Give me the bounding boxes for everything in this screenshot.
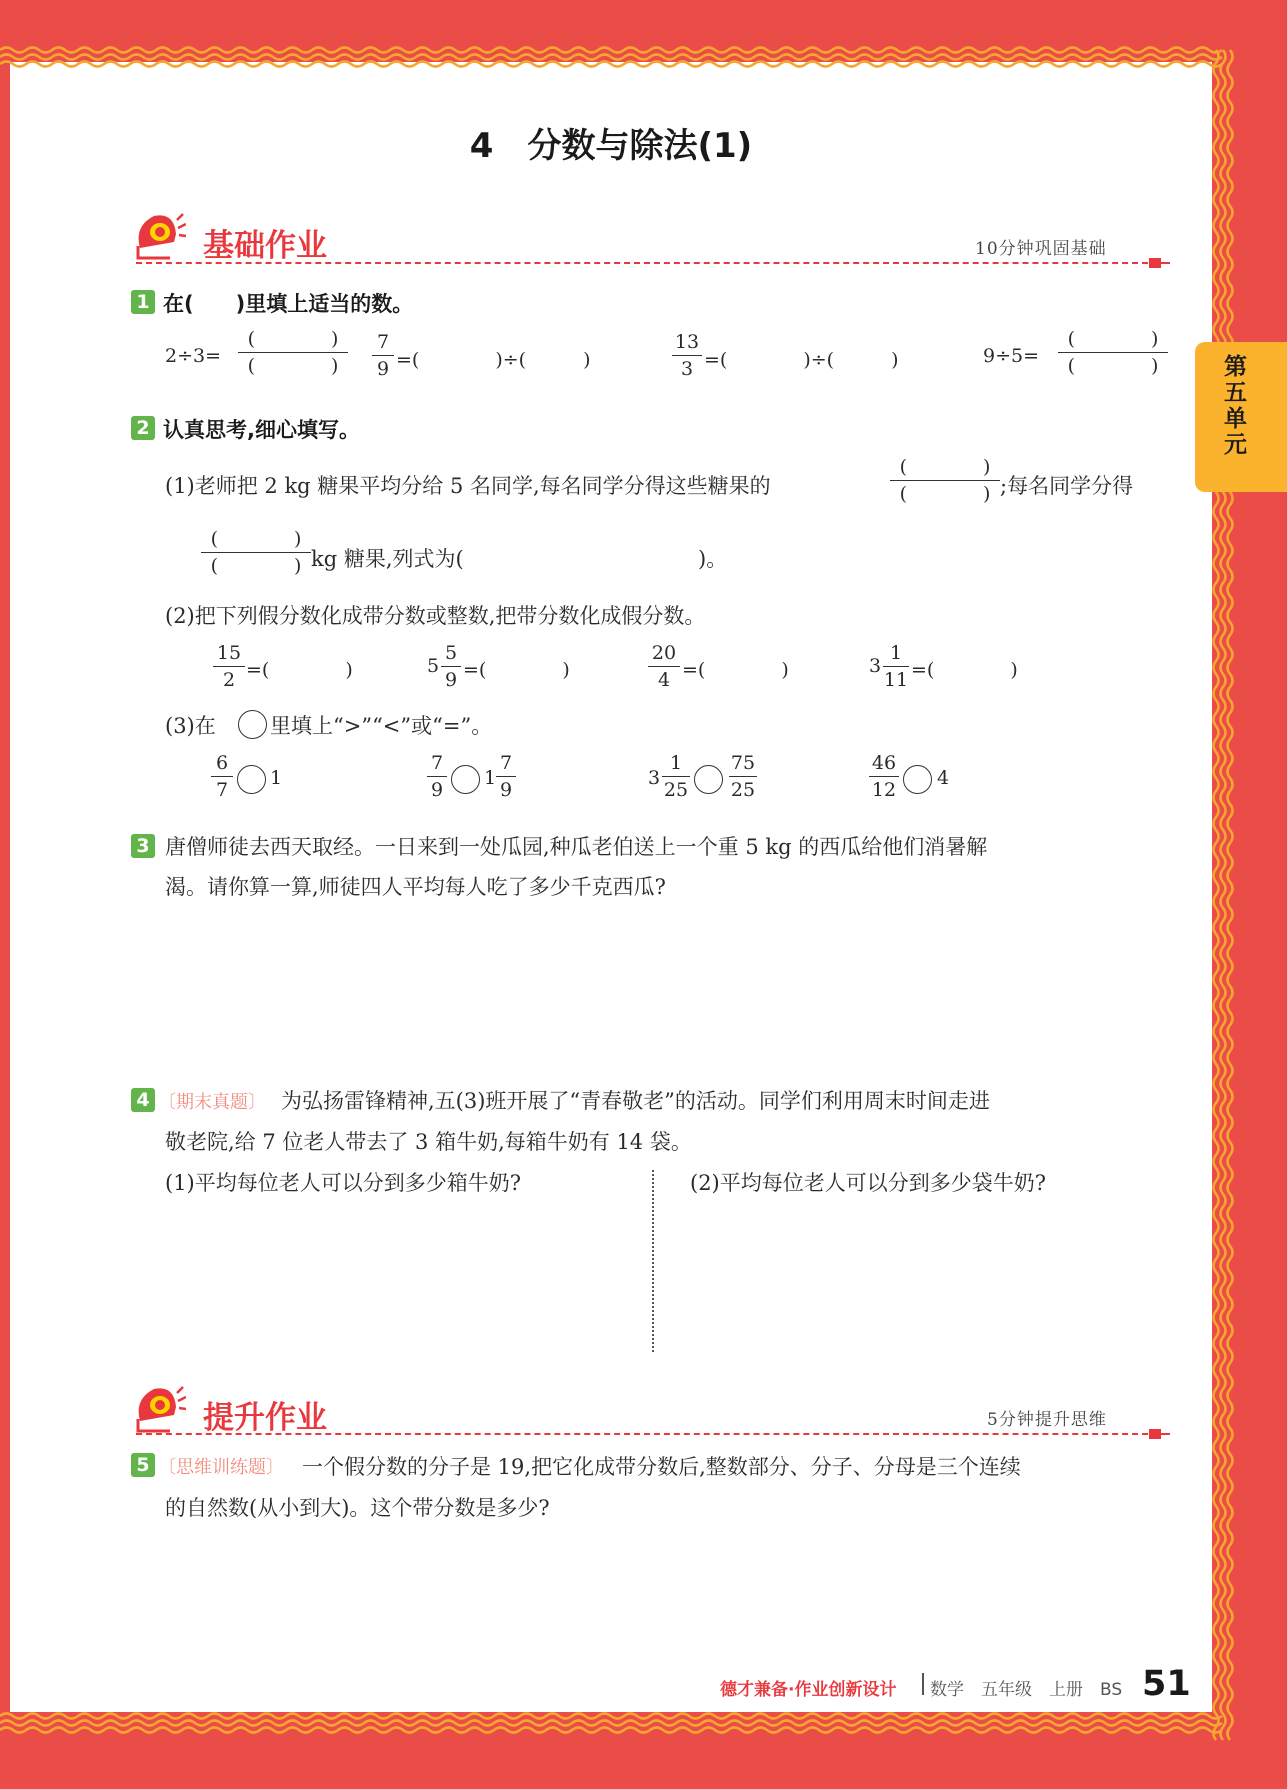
q2-part3-fraction-75-25: 75 25 <box>730 752 756 801</box>
unit-side-tab <box>1195 342 1287 492</box>
q1-expr-2: =( )÷( ) <box>396 349 591 371</box>
q1-heading: 在( )里填上适当的数。 <box>163 292 414 316</box>
q2-part1-text-d: )。 <box>698 547 728 571</box>
q4-answer-divider <box>652 1170 654 1352</box>
q2-part2-text: (2)把下列假分数化成带分数或整数,把带分数化成假分数。 <box>165 604 706 628</box>
q1-number: 1 <box>131 290 155 314</box>
q2-part3-value-1: 1 <box>270 767 283 789</box>
q2-part2-blank-3: =( ) <box>682 659 789 681</box>
q3-line-2: 渴。请你算一算,师徒四人平均每人吃了多少千克西瓜? <box>165 875 666 899</box>
q2-part3-fraction-46-12: 46 12 <box>869 751 899 802</box>
q1-blank-fraction-1: ( ) ( ) <box>238 327 348 378</box>
footer-subject: 数学 五年级 上册 BS <box>930 1680 1123 1700</box>
q4-line-2: 敬老院,给 7 位老人带去了 3 箱牛奶,每箱牛奶有 14 袋。 <box>165 1130 692 1154</box>
section-advanced-title: 提升作业 <box>203 1400 327 1436</box>
q4-line-1: 为弘扬雷锋精神,五(3)班开展了“青春敬老”的活动。同学们利用周末时间走进 <box>281 1089 990 1113</box>
q2-part2-blank-1: =( ) <box>246 659 353 681</box>
divider-end-marker <box>1149 258 1161 268</box>
q2-part3-fraction-1-25: 1 25 <box>663 752 689 801</box>
q2-part3-fraction-7-9-b: 7 9 <box>496 751 516 802</box>
q2-part2-whole-3: 3 <box>869 655 882 677</box>
footer-separator <box>922 1673 924 1695</box>
section-basic-title: 基础作业 <box>203 228 327 264</box>
compare-circle-2[interactable] <box>451 765 480 794</box>
bell-icon <box>130 208 186 260</box>
q4-number: 4 <box>131 1088 155 1112</box>
q4-sub-2: (2)平均每位老人可以分到多少袋牛奶? <box>690 1171 1047 1195</box>
unit-side-tab-label: 第五单元 <box>1220 354 1246 458</box>
q2-part2-fraction-1-11: 1 11 <box>883 642 909 691</box>
q4-tag: 〔期末真题〕 <box>158 1092 266 1113</box>
bell-icon-2 <box>130 1381 186 1433</box>
q5-line-1: 一个假分数的分子是 19,把它化成带分数后,整数部分、分子、分母是三个连续 <box>302 1455 1021 1479</box>
q2-part1-text-c: kg 糖果,列式为( <box>311 547 464 571</box>
q2-part1-text-a: (1)老师把 2 kg 糖果平均分给 5 名同学,每名同学分得这些糖果的 <box>165 474 771 498</box>
divider-end-tail <box>1161 262 1170 264</box>
section-advanced-note: 5分钟提升思维 <box>987 1410 1107 1430</box>
compare-circle-3[interactable] <box>694 765 723 794</box>
section-basic-divider <box>136 262 1148 264</box>
q2-part3-text-b: 里填上“>”“<”或“=”。 <box>270 714 493 738</box>
compare-circle-4[interactable] <box>903 765 932 794</box>
q2-part3-fraction-6-7: 6 7 <box>211 751 233 802</box>
q2-part3-whole-1: 1 <box>484 767 497 789</box>
q2-part2-fraction-15-2: 15 2 <box>213 641 245 692</box>
q1-blank-fraction-2: ( ) ( ) <box>1058 327 1168 378</box>
q2-heading: 认真思考,细心填写。 <box>163 418 360 442</box>
q2-part1-blank-fraction-2: ( ) ( ) <box>201 527 311 578</box>
q5-tag: 〔思维训练题〕 <box>158 1457 284 1478</box>
q2-part3-value-4: 4 <box>937 767 950 789</box>
q2-part3-whole-3: 3 <box>648 767 661 789</box>
footer-brand: 德才兼备·作业创新设计 <box>720 1680 897 1700</box>
page-number: 51 <box>1142 1664 1191 1704</box>
q1-fraction-7-9: 7 9 <box>372 330 394 381</box>
q1-fraction-13-3: 13 3 <box>672 330 702 381</box>
q2-part2-fraction-20-4: 20 4 <box>648 641 680 692</box>
q4-sub-1: (1)平均每位老人可以分到多少箱牛奶? <box>165 1171 522 1195</box>
q3-number: 3 <box>131 834 155 858</box>
divider-end-marker-2 <box>1149 1429 1161 1439</box>
q2-part3-text-a: (3)在 <box>165 714 216 738</box>
q2-part3-fraction-7-9: 7 9 <box>427 751 447 802</box>
compare-circle-example <box>238 710 267 739</box>
page-title: 4 分数与除法(1) <box>469 126 753 166</box>
q2-part1-text-b: ;每名同学分得 <box>1000 474 1134 498</box>
q2-number: 2 <box>131 416 155 440</box>
q2-part1-blank-fraction-1: ( ) ( ) <box>890 455 1000 506</box>
q3-line-1: 唐僧师徒去西天取经。一日来到一处瓜园,种瓜老伯送上一个重 5 kg 的西瓜给他们消暑解 <box>165 835 988 859</box>
q2-part2-fraction-5-9: 5 9 <box>441 641 461 692</box>
q1-expr-3: =( )÷( ) <box>704 349 899 371</box>
section-advanced-divider <box>136 1433 1148 1435</box>
compare-circle-1[interactable] <box>237 765 266 794</box>
q1-expr-4: 9÷5= <box>983 345 1040 367</box>
q2-part2-blank-4: =( ) <box>911 659 1018 681</box>
section-basic-note: 10分钟巩固基础 <box>975 239 1107 259</box>
q5-line-2: 的自然数(从小到大)。这个带分数是多少? <box>165 1496 550 1520</box>
q1-expr-1: 2÷3= <box>165 345 222 367</box>
q2-part2-blank-2: =( ) <box>463 659 570 681</box>
divider-end-tail-2 <box>1161 1433 1170 1435</box>
q2-part2-whole-5: 5 <box>427 655 440 677</box>
q5-number: 5 <box>131 1453 155 1477</box>
